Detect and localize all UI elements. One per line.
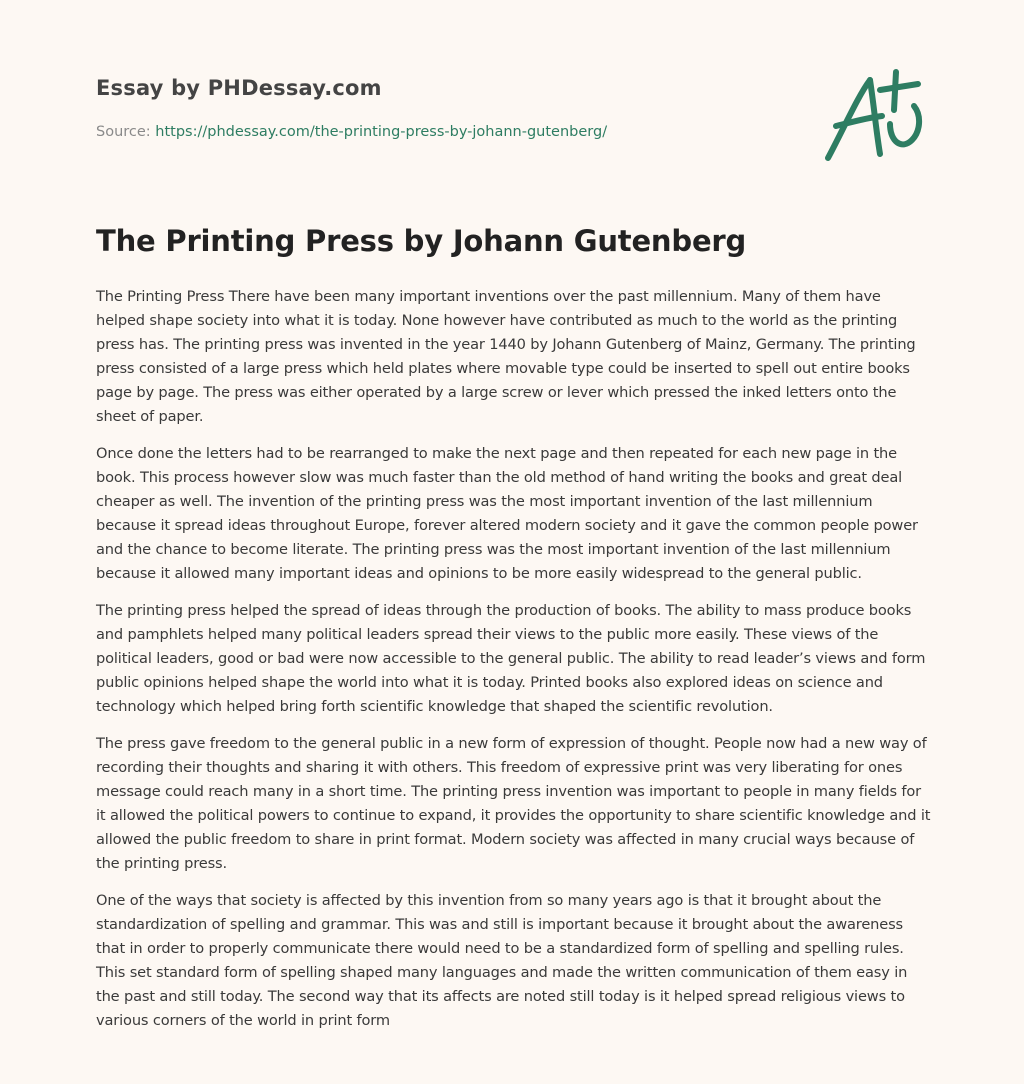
a-plus-logo-icon: [822, 66, 930, 166]
brand-title: Essay by PHDessay.com: [96, 76, 382, 100]
essay-paragraph: The press gave freedom to the general public in a new form of expression of thought. People now had a new way of recording their thoughts and sharing it with others. This freedom of expressive print was very liberating for ones message could reach many in a short time. The printing press invention was important to people in many fields for it allowed the political powers to continue to expand, it provides the opportunity to share scientific knowledge and it allowed the public freedom to share in print format. Modern society was affected in many crucial ways because of the printing press.: [96, 735, 931, 872]
source-line: [96, 124, 607, 140]
essay-title: The Printing Press by Johann Gutenberg: [96, 224, 747, 258]
essay-body: [96, 285, 932, 1046]
essay-paragraph: Once done the letters had to be rearranged to make the next page and then repeated for each new page in the book. This process however slow was much faster than the old method of hand writing the books and great deal cheaper as well. The invention of the printing press was the most important invention of the last millennium because it spread ideas throughout Europe, forever altered modern society and it gave the common people power and the chance to become literate. The printing press was the most important invention of the last millennium because it allowed many important ideas and opinions to be more easily widespread to the general public.: [96, 445, 918, 582]
source-label: Source:: [96, 124, 156, 140]
source-link[interactable]: https://phdessay.com/the-printing-press-by-johann-gutenberg/: [155, 124, 608, 140]
essay-paragraph: The printing press helped the spread of ideas through the production of books. The ability to mass produce books and pamphlets helped many political leaders spread their views to the public more easily. These views of the political leaders, good or bad were now accessible to the general public. The ability to read leader’s views and form public opinions helped shape the world into what it is today. Printed books also explored ideas on science and technology which helped bring forth scientific knowledge that shaped the scientific revolution.: [96, 602, 926, 715]
essay-paragraph: The Printing Press There have been many important inventions over the past millennium. Many of them have helped shape society into what it is today. None however have contributed as much to the world as the printing press has. The printing press was invented in the year 1440 by Johann Gutenberg of Mainz, Germany. The printing press consisted of a large press which held plates where movable type could be inserted to spell out entire books page by page. The press was either operated by a large screw or lever which pressed the inked letters onto the sheet of paper.: [96, 288, 916, 425]
essay-paragraph: One of the ways that society is affected by this invention from so many years ago is that it brought about the standardization of spelling and grammar. This was and still is important because it brought about the awareness that in order to properly communicate there would need to be a standardized form of spelling and spelling rules. This set standard form of spelling shaped many languages and made the written communication of them easy in the past and still today. The second way that its affects are noted still today is it helped spread religious views to various corners of the world in print form: [96, 892, 908, 1029]
